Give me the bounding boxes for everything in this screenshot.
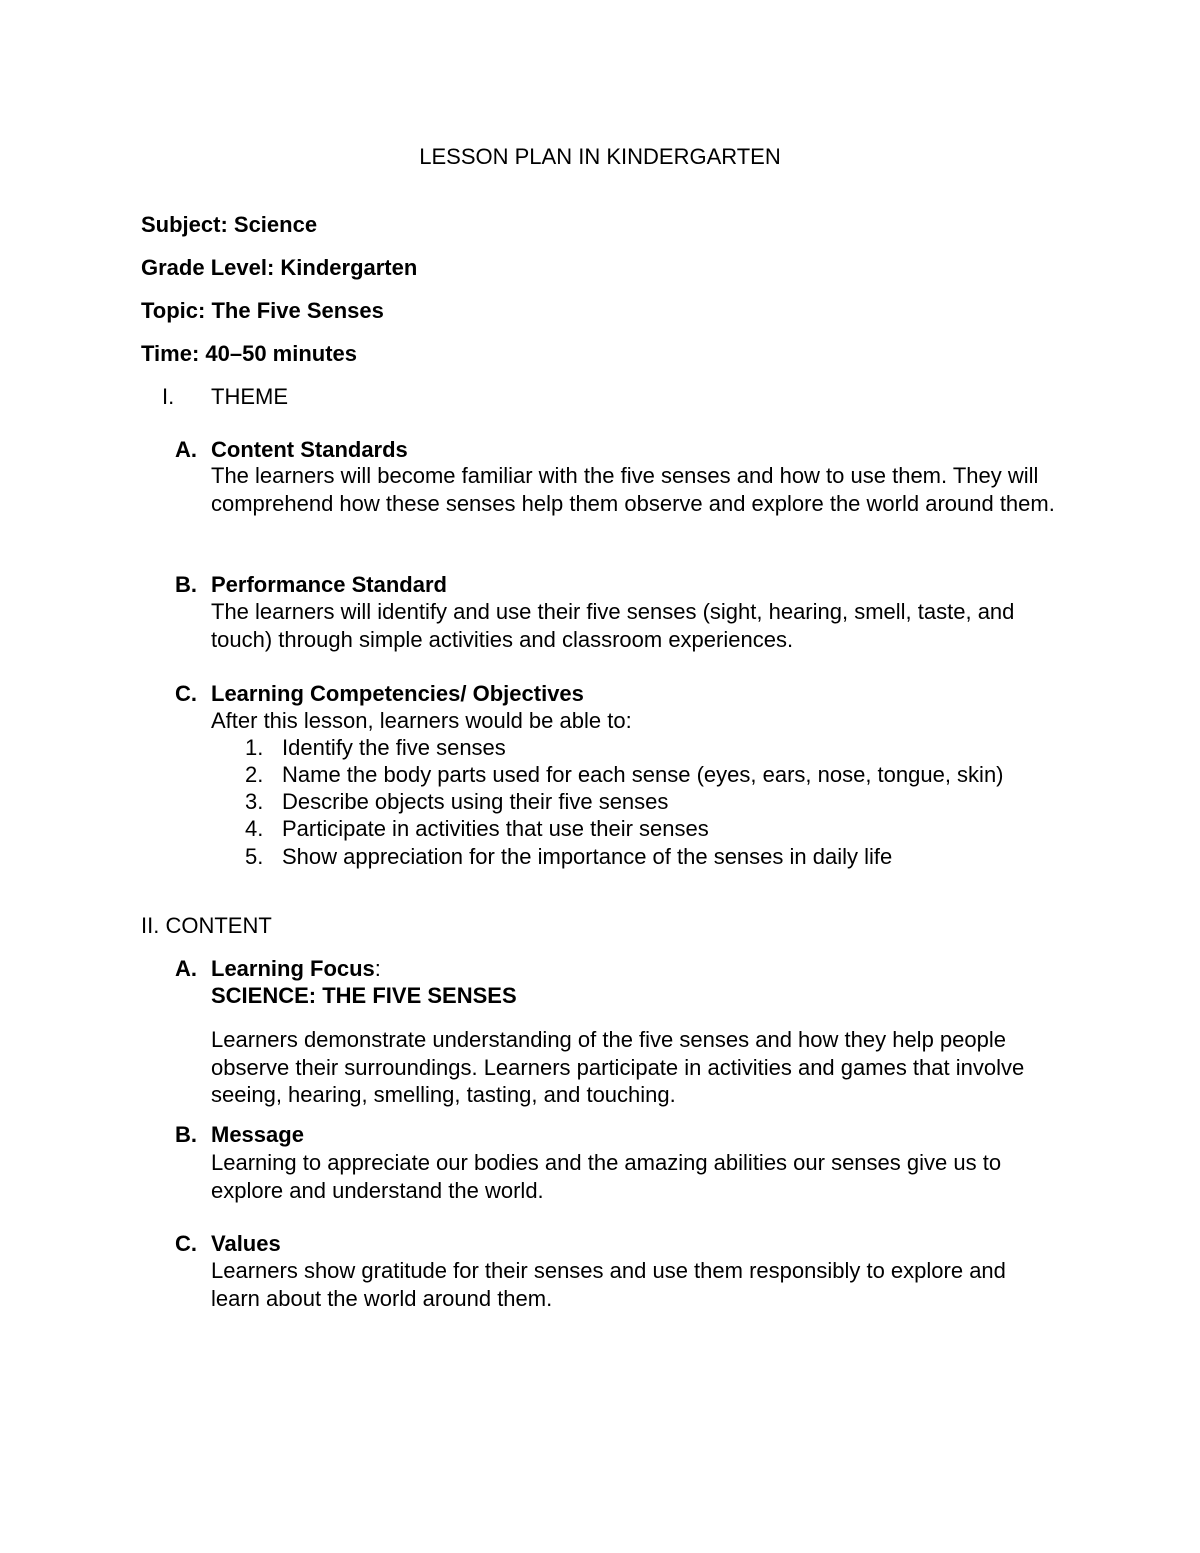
- message-heading: Message: [211, 1122, 304, 1147]
- objective-item: Describe objects using their five senses: [282, 789, 669, 814]
- objective-item: Name the body parts used for each sense (eyes, ears, nose, tongue, skin): [282, 762, 1004, 787]
- objective-number: 2.: [245, 762, 264, 787]
- content-a-letter: A.: [175, 956, 197, 981]
- values-heading: Values: [211, 1231, 281, 1256]
- performance-standard-heading: Performance Standard: [211, 572, 447, 597]
- content-c-letter: C.: [175, 1231, 197, 1256]
- values-body: Learners show gratitude for their senses and use them responsibly to explore and learn about the world around them.: [211, 1258, 1006, 1311]
- section-ii-heading: II. CONTENT: [141, 913, 272, 938]
- objective-number: 4.: [245, 816, 264, 841]
- learning-focus-subheading: SCIENCE: THE FIVE SENSES: [211, 983, 517, 1008]
- subject-line: Subject: Science: [141, 212, 318, 237]
- learning-focus-heading: [211, 956, 381, 982]
- objective-number: 5.: [245, 844, 264, 869]
- objectives-intro: After this lesson, learners would be able to:: [211, 708, 632, 733]
- objective-number: 1.: [245, 735, 264, 760]
- time-line: [141, 341, 357, 367]
- content-standards-heading: Content Standards: [211, 437, 408, 462]
- content-b-letter: B.: [175, 1122, 197, 1147]
- message-body: Learning to appreciate our bodies and the amazing abilities our senses give us to explore and understand the world.: [211, 1150, 1002, 1203]
- learning-competencies-heading: Learning Competencies/ Objectives: [211, 681, 584, 706]
- theme-b-letter: B.: [175, 572, 197, 597]
- content-standards-body: The learners will become familiar with the five senses and how to use them. They will comprehend how these senses help them observe and explore the world around them.: [211, 463, 1055, 516]
- grade-level-line: Grade Level: Kindergarten: [141, 255, 418, 280]
- learning-focus-label: Learning Focus: [211, 956, 375, 981]
- performance-standard-body: The learners will identify and use their five senses (sight, hearing, smell, taste, and touch) through simple activities and classroom experiences.: [211, 599, 1015, 652]
- section-i-heading: THEME: [211, 384, 288, 409]
- topic-line: Topic: The Five Senses: [141, 298, 384, 323]
- objective-item: Identify the five senses: [282, 735, 506, 760]
- theme-c-letter: C.: [175, 681, 197, 706]
- learning-focus-body: Learners demonstrate understanding of the five senses and how they help people observe their surroundings. Learners participate in activities and games that involve seeing, hearing, smelling, tasting, and touching.: [211, 1027, 1025, 1107]
- time-value: 40–50 minutes: [205, 341, 358, 366]
- page-title: LESSON PLAN IN KINDERGARTEN: [419, 144, 781, 169]
- section-i-numeral: I.: [162, 384, 175, 409]
- learning-focus-colon: :: [374, 956, 381, 981]
- objective-number: 3.: [245, 789, 264, 814]
- theme-a-letter: A.: [175, 437, 197, 462]
- objective-item: Show appreciation for the importance of the senses in daily life: [282, 844, 893, 869]
- time-label: Time:: [141, 341, 206, 366]
- objective-item: Participate in activities that use their senses: [282, 816, 709, 841]
